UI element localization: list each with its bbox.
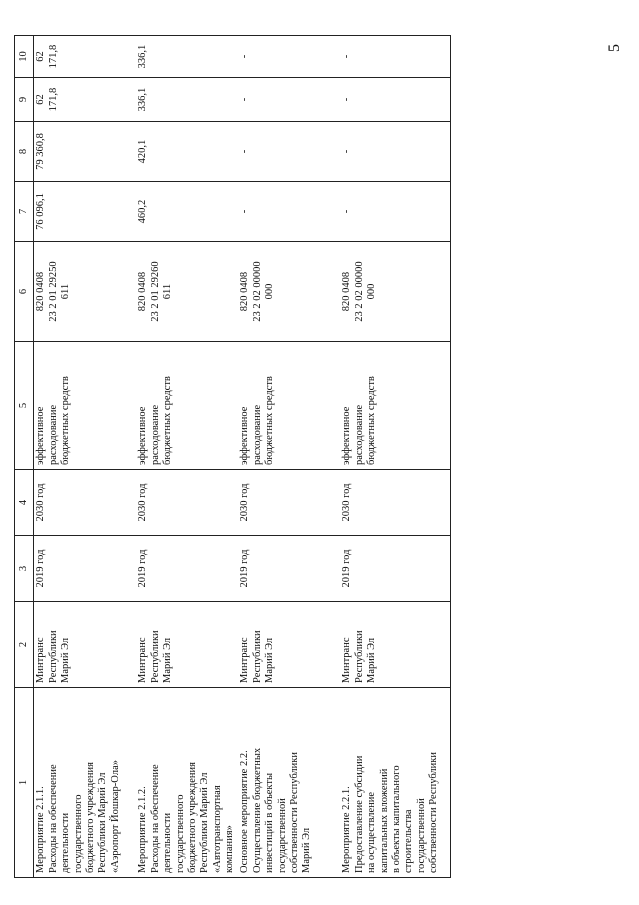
executor-line: Республики [251, 630, 263, 683]
start-year-cell: 2019 год [34, 536, 137, 602]
activity-name-line: Республики Марий Эл [97, 772, 109, 873]
activity-name-line: собственности Республики [289, 752, 301, 873]
value-col10-cell: - [238, 36, 340, 78]
executor-line: Минтранс [239, 637, 251, 683]
executor-line: Марий Эл [366, 637, 378, 683]
activity-name-line: государственного [72, 794, 84, 873]
value-col8-cell: - [238, 122, 340, 182]
budget-code-line: 23 2 01 29250 [47, 261, 59, 322]
activity-name-cell [34, 688, 137, 878]
value-col8-cell: - [340, 122, 451, 182]
budget-code-line: 000 [264, 283, 276, 300]
budget-code-line: 23 2 01 29260 [149, 261, 161, 322]
activity-name-line: инвестиций в объекты [264, 772, 276, 873]
budget-code-line: 23 2 02 00000 [353, 261, 365, 322]
activity-name-line: Мероприятие 2.2.1. [341, 786, 353, 873]
budget-code-cell [340, 242, 451, 342]
result-cell [34, 342, 137, 470]
result-cell [340, 342, 451, 470]
activity-name-line: Мероприятие 2.1.1. [35, 786, 47, 873]
executor-cell [238, 602, 340, 688]
activity-name-line: капитальных вложений [378, 768, 390, 873]
activity-name-line: государственной [415, 798, 427, 873]
value-col8-cell: 79 360,8 [34, 122, 137, 182]
result-line: эффективное [137, 406, 149, 465]
result-line: эффективное [35, 406, 47, 465]
result-line: эффективное [341, 406, 353, 465]
budget-code-line: 000 [366, 283, 378, 300]
executor-line: Минтранс [137, 637, 149, 683]
value-col10-cell: - [340, 36, 451, 78]
column-header: 4 [15, 470, 34, 536]
activity-name-line: государственной [276, 798, 288, 873]
budget-code-line: 820 0408 [35, 271, 47, 312]
end-year-cell: 2030 год [340, 470, 451, 536]
budget-code-line: 820 0408 [341, 271, 353, 312]
activity-name-line: деятельности [60, 812, 72, 873]
executor-line: Марий Эл [264, 637, 276, 683]
start-year-cell: 2019 год [238, 536, 340, 602]
page-number: 5 [606, 44, 623, 52]
end-year-cell: 2030 год [238, 470, 340, 536]
activity-name-cell [136, 688, 238, 878]
table-row [34, 36, 137, 878]
budget-code-cell [136, 242, 238, 342]
result-line: расходование [251, 404, 263, 465]
activity-name-line: Мероприятие 2.1.2. [137, 786, 149, 873]
table-row [238, 36, 340, 878]
result-line: бюджетных средств [162, 376, 174, 465]
value-col7-cell: - [238, 182, 340, 242]
result-cell [238, 342, 340, 470]
budget-code-line: 820 0408 [137, 271, 149, 312]
end-year-cell: 2030 год [136, 470, 238, 536]
activity-name-line: «Автотранспортная [211, 785, 223, 873]
budget-code-line: 611 [60, 283, 72, 300]
budget-code-line: 611 [162, 283, 174, 300]
column-number-row [15, 36, 34, 878]
value-col9-cell: - [238, 78, 340, 122]
column-header: 5 [15, 342, 34, 470]
executor-cell [136, 602, 238, 688]
value-col10-cell: 336,1 [136, 36, 238, 78]
column-header: 10 [15, 36, 34, 78]
budget-code-cell [238, 242, 340, 342]
activity-name-line: Предоставление субсидии [353, 755, 365, 873]
budget-code-line: 23 2 02 00000 [251, 261, 263, 322]
column-header: 6 [15, 242, 34, 342]
executor-line: Минтранс [341, 637, 353, 683]
executor-cell [34, 602, 137, 688]
result-line: бюджетных средств [264, 376, 276, 465]
value-col10-cell: 62 171,8 [34, 36, 137, 78]
executor-line: Минтранс [35, 637, 47, 683]
executor-line: Марий Эл [162, 637, 174, 683]
activity-name-line: Расходы на обеспечение [149, 764, 161, 873]
column-header: 9 [15, 78, 34, 122]
activity-name-line: деятельности [162, 812, 174, 873]
activity-name-line: компания» [224, 825, 236, 873]
value-col7-cell: - [340, 182, 451, 242]
column-header: 3 [15, 536, 34, 602]
table-row [340, 36, 451, 878]
activity-name-line: Основное мероприятие 2.2. [239, 750, 251, 873]
executor-line: Республики [149, 630, 161, 683]
budget-code-cell [34, 242, 137, 342]
activity-name-line: строительства [403, 809, 415, 873]
budget-code-line: 820 0408 [239, 271, 251, 312]
start-year-cell: 2019 год [136, 536, 238, 602]
activity-name-cell [340, 688, 451, 878]
activity-name-line: собственности Республики [428, 752, 440, 873]
result-line: расходование [353, 404, 365, 465]
activity-name-line: в объекты капитального [391, 765, 403, 873]
value-col9-cell: - [340, 78, 451, 122]
value-col7-cell: 76 096,1 [34, 182, 137, 242]
value-col7-cell: 460,2 [136, 182, 238, 242]
column-header: 7 [15, 182, 34, 242]
result-line: эффективное [239, 406, 251, 465]
rotated-table-container [14, 36, 496, 878]
end-year-cell: 2030 год [34, 470, 137, 536]
table-row [136, 36, 238, 878]
column-header: 2 [15, 602, 34, 688]
result-line: бюджетных средств [60, 376, 72, 465]
executor-line: Республики [353, 630, 365, 683]
value-col8-cell: 420,1 [136, 122, 238, 182]
column-header: 1 [15, 688, 34, 878]
result-line: бюджетных средств [366, 376, 378, 465]
activity-name-line: государственного [174, 794, 186, 873]
activity-name-line: бюджетного учреждения [85, 762, 97, 873]
result-line: расходование [47, 404, 59, 465]
activity-name-line: на осуществление [366, 791, 378, 873]
executor-line: Республики [47, 630, 59, 683]
executor-cell [340, 602, 451, 688]
activity-name-line: Расходы на обеспечение [47, 764, 59, 873]
executor-line: Марий Эл [60, 637, 72, 683]
value-col9-cell: 336,1 [136, 78, 238, 122]
activity-name-line: Республики Марий Эл [199, 772, 211, 873]
start-year-cell: 2019 год [340, 536, 451, 602]
program-activities-table [14, 35, 451, 878]
activity-name-line: Марий Эл [301, 827, 313, 873]
activity-name-cell [238, 688, 340, 878]
result-cell [136, 342, 238, 470]
activity-name-line: бюджетного учреждения [187, 762, 199, 873]
column-header: 8 [15, 122, 34, 182]
activity-name-line: «Аэропорт Йошкар-Ола» [109, 759, 121, 873]
activity-name-line: Осуществление бюджетных [251, 747, 263, 873]
result-line: расходование [149, 404, 161, 465]
value-col9-cell: 62 171,8 [34, 78, 137, 122]
